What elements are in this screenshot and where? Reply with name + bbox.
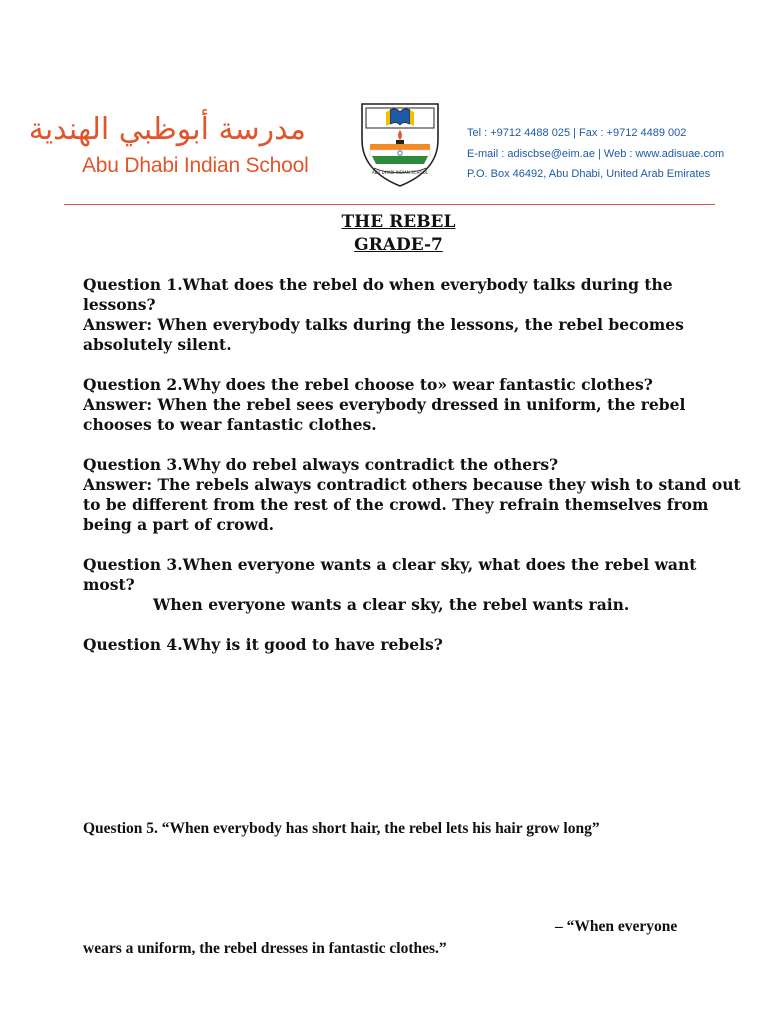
answer-3-text-cont: to be different from the rest of the crowd. They refrain themselves from [83,495,709,514]
question-3b-block [83,555,713,615]
question-3-text: Question 3.Why do rebel always contradict the others? [83,455,559,474]
answer-2-text-cont: chooses to wear fantastic clothes. [83,415,377,434]
contact-phone-fax: Tel : +9712 4488 025 | Fax : +9712 4489 002 [467,127,687,139]
question-5-quote-end: wears a uniform, the rebel dresses in fantastic clothes.” [83,940,447,957]
answer-3-text-end: being a part of crowd. [83,515,275,534]
question-4-block [83,635,713,655]
document-title: THE REBEL [341,212,456,232]
answer-1-text-cont: absolutely silent. [83,335,232,354]
answer-3b-text: When everyone wants a clear sky, the rebel wants rain. [153,595,630,614]
question-3b-text: Question 3.When everyone wants a clear sky, what does the rebel want [83,555,697,574]
school-crest-icon [356,100,444,188]
contact-block [467,123,724,185]
school-name-arabic: مدرسة أبوظبي الهندية [28,112,306,147]
answer-2-text: Answer: When the rebel sees everybody dressed in uniform, the rebel [83,395,686,414]
question-1-text: Question 1.What does the rebel do when everybody talks during the [83,275,673,294]
answer-1-text: Answer: When everybody talks during the lessons, the rebel becomes [83,315,684,334]
document-grade: GRADE-7 [354,235,443,255]
question-2-text: Question 2.Why does the rebel choose to» wear fantastic clothes? [83,375,653,394]
header-divider [64,204,715,205]
question-1-block [83,275,713,355]
answer-3-text: Answer: The rebels always contradict others because they wish to stand out [83,475,741,494]
school-crest [356,100,444,192]
contact-email-web: E-mail : adiscbse@eim.ae | Web : www.adisuae.com [467,147,725,160]
school-name: Abu Dhabi Indian School [82,154,309,177]
question-3-block [83,455,741,535]
question-2-block [83,375,713,435]
question-5-text: Question 5. “When everybody has short hair, the rebel lets his hair grow long” [83,820,600,837]
question-5-quote-start: – “When everyone [555,918,678,935]
question-3b-text-cont: most? [83,575,135,594]
question-4-text: Question 4.Why is it good to have rebels? [83,635,443,654]
question-1-text-cont: lessons? [83,295,156,314]
crest-motto: ABU DHABI INDIAN SCHOOL [372,170,428,175]
contact-address: P.O. Box 46492, Abu Dhabi, United Arab Emirates [467,168,711,180]
